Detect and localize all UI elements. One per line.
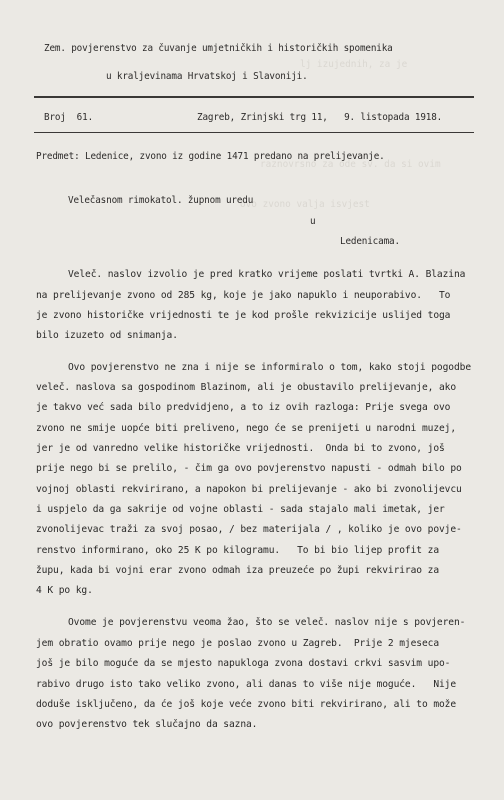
body-line: je zvono historičke vrijednosti te je kod prošle rekvizicije uslijed toga [36, 310, 451, 321]
body-line: doduše isključeno, da će još koje veće zvono biti rekvirirano, ali to može [36, 699, 457, 710]
show-through-text: Ovo zvono valja isvjest [240, 199, 370, 210]
body-line: vojnoj oblasti rekvirirano, a napokon bi prelijevanje - ako bi zvonolijevcu [36, 484, 462, 495]
institution-line-1: Zem. povjerenstvo za čuvanje umjetničkih i historičkih spomenika [44, 43, 393, 54]
body-line: zvono ne smije uopće biti preliveno, nego će se prenijeti u narodni muzej, [36, 423, 457, 434]
document-number: Broj 61. [44, 112, 94, 123]
show-through-text: raznovrsno za ode sv. da si ovim [260, 159, 441, 170]
show-through-text: lj izujednih, za je [300, 59, 408, 70]
body-line: ovo povjerenstvo tek slučajno da sazna. [36, 719, 258, 730]
recipient-preposition: u [310, 216, 316, 227]
body-line: Veleč. naslov izvolio je pred kratko vrijeme poslati tvrtki A. Blazina [68, 269, 466, 280]
header-rule-bottom [34, 132, 474, 133]
body-line: zvonolijevac traži za svoj posao, / bez materijala / , koliko je ovo povje- [36, 524, 462, 535]
body-line: jer je od vanredno velike historičke vrijednosti. Onda bi to zvono, još [36, 443, 445, 454]
header-rule-top [34, 96, 474, 98]
recipient-line: Velečasnom rimokatol. župnom uredu [68, 195, 254, 206]
body-line: rabivo drugo isto tako veliko zvono, ali danas to više nije moguće. Nije [36, 679, 457, 690]
body-line: 4 K po kg. [36, 585, 93, 596]
body-line: na prelijevanje zvono od 285 kg, koje je jako napuklo i neuporabivo. To [36, 290, 451, 301]
body-line: je takvo već sada bilo predvidjeno, a to iz ovih razloga: Prije svega ovo [36, 402, 451, 413]
body-line: veleč. naslova sa gospodinom Blazinom, ali je obustavilo prelijevanje, ako [36, 382, 457, 393]
place-and-date: Zagreb, Zrinjski trg 11, 9. listopada 1918. [197, 112, 443, 123]
body-line: župu, kada bi vojni erar zvono odmah iza preuzeće po župi rekvirirao za [36, 565, 439, 576]
body-line: bilo izuzeto od snimanja. [36, 330, 178, 341]
body-line: još je bilo moguće da se mjesto napuklogа zvona dostavi crkvi sasvim upo- [36, 658, 451, 669]
subject-line: Predmet: Ledenice, zvono iz godine 1471 predano na prelijevanje. [36, 151, 385, 162]
body-line: renstvo informirano, oko 25 K po kilogramu. To bi bio lijep profit za [36, 545, 439, 556]
body-line: Ovome je povjerenstvu veoma žao, što se veleč. naslov nije s povjeren- [68, 617, 466, 628]
body-line: i uspjelo da ga sakrije od vojne oblasti - sada stajalo mali imetak, jer [36, 504, 445, 515]
body-line: prije nego bi se prelilo, - čim ga ovo povjerenstvo napusti - odmah bilo po [36, 463, 462, 474]
recipient-place: Ledenicama. [340, 236, 400, 247]
body-line: Ovo povjerenstvo ne zna i nije se informiralo o tom, kako stoji pogodbe [68, 362, 471, 373]
body-line: jem obratio ovamo prije nego je poslao zvono u Zagreb. Prije 2 mjeseca [36, 638, 439, 649]
institution-line-2: u kraljevinama Hrvatskoj i Slavoniji. [106, 71, 308, 82]
